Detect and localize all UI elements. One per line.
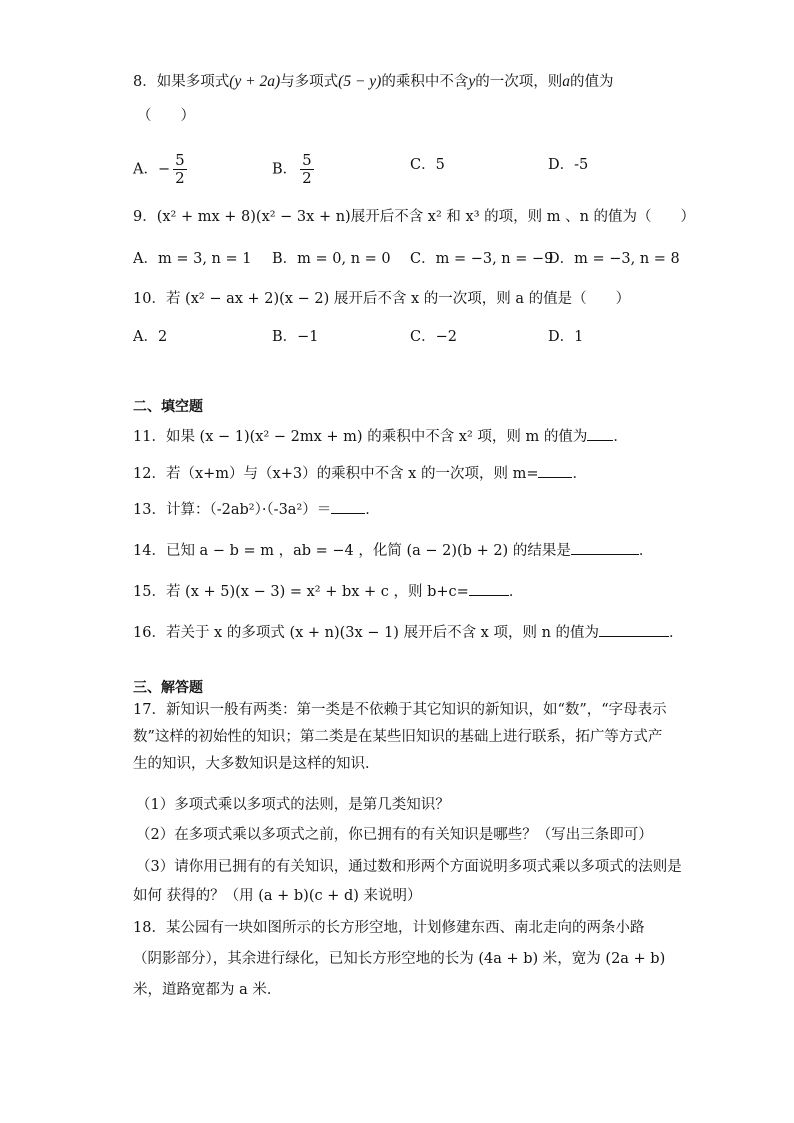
q8-option-b-numerator: 5 [302,151,312,169]
q9-option-c: C．m = −3, n = −9 [410,251,554,267]
question-9-stem: 9．(x² + mx + 8)(x² − 3x + n)展开后不含 x² 和 x³ 的项，则 m 、n 的值为（ ） [133,209,696,225]
q15-period: ． [508,584,524,600]
question-14 [133,540,653,561]
question-12 [133,463,587,484]
question-18-paragraph: 18．某公园有一块如图所示的长方形空地，计划修建东西、南北走向的两条小路（阴影部分），其余进行绿化，已知长方形空地的长为 (4a + b) 米，宽为 (2a + b) 米，道路宽都为 a 米． [133,920,666,998]
q8-option-a [133,152,187,187]
q8-expr-1: (y + 2a) [229,73,281,90]
q8-text-4: 的一次项，则 [475,74,563,90]
q11-period: ． [613,429,628,445]
q8-option-a-sign: − [157,161,171,178]
question-8-stem [133,72,613,92]
q8-option-a-label: A． [133,161,158,178]
q10-option-d: D．1 [548,329,584,345]
question-10-stem: 10．若 (x² − ax + 2)(x − 2) 展开后不含 x 的一次项，则 a 的值是（ ） [133,291,631,307]
question-13 [133,499,380,520]
question-15 [133,581,523,602]
q14-text: 14．已知 a − b = m ，ab = −4 ，化简 (a − 2)(b + 2) 的结果是 [133,543,571,559]
question-11 [133,426,628,447]
q8-var-y: y [468,73,476,90]
q8-text-2: 与多项式 [280,74,339,90]
q13-text: 13．计算：（-2ab²）·（-3a²）＝ [133,502,332,518]
q16-text: 16．若关于 x 的多项式 (x + n)(3x − 1) 展开后不含 x 项，则 n 的值为 [133,625,600,641]
q10-option-c: C．−2 [410,329,457,345]
q8-text-5: 的值为 [569,74,614,90]
q14-period: ． [638,543,654,559]
q14-answer-blank[interactable] [571,540,639,555]
question-17-part-1: （1）多项式乘以多项式的法则，是第几类知识？ [136,797,450,813]
section-2-heading: 二、填空题 [133,399,203,415]
q8-expr-2: (5 − y) [338,73,382,90]
q9-option-b: B．m = 0, n = 0 [272,251,391,267]
q12-answer-blank[interactable] [538,463,572,478]
question-16 [133,622,684,643]
q15-text: 15．若 (x + 5)(x − 3) = x² + bx + c ，则 b+c= [133,584,469,600]
q10-option-a: A．2 [133,329,168,345]
q13-answer-blank[interactable] [331,499,365,514]
q8-option-d: D．-5 [548,157,589,173]
question-17-part-3-line-1: （3）请你用已拥有的有关知识，通过数和形两个方面说明多项式乘以多项式的法则是 [136,859,682,875]
q8-option-b-fraction [300,152,314,187]
q8-option-b-denominator: 2 [302,169,312,187]
q12-period: ． [572,466,587,482]
q13-period: ． [365,502,380,518]
q8-option-c: C．5 [410,157,445,173]
question-17-part-2: （2）在多项式乘以多项式之前，你已拥有的有关知识是哪些？（写出三条即可） [136,827,653,843]
q15-answer-blank[interactable] [469,581,509,596]
q8-option-a-denominator: 2 [175,169,185,187]
q8-option-a-numerator: 5 [175,151,185,169]
q11-text: 11．如果 (x − 1)(x² − 2mx + m) 的乘积中不含 x² 项，则 m 的值为 [133,429,588,445]
q12-text: 12．若（x+m）与（x+3）的乘积中不含 x 的一次项，则 m= [133,466,539,482]
question-17-part-3-line-2: 如何 获得的？（用 (a + b)(c + d) 来说明） [133,888,422,904]
q9-option-d: D．m = −3, n = 8 [548,251,680,267]
q8-option-a-fraction [173,152,187,187]
q8-option-b-label: B． [272,161,298,178]
q9-option-a: A．m = 3, n = 1 [133,251,252,267]
q11-answer-blank[interactable] [587,426,613,441]
q8-text-1: 8．如果多项式 [133,74,230,90]
q16-period: ． [669,625,684,641]
section-3-heading: 三、解答题 [133,680,203,696]
q8-text-3: 的乘积中不含 [381,74,469,90]
q10-option-b: B．−1 [272,329,319,345]
question-17-paragraph: 17．新知识一般有两类：第一类是不依赖于其它知识的新知识，如“数”，“字母表示数”这样的初始性的知识；第二类是在某些旧知识的基础上进行联系，拓广等方式产生的知识，大多数知识是这样的知识． [133,702,667,772]
question-8-answer-paren: （ ） [137,108,195,124]
q8-option-b [272,152,314,187]
q8-var-a: a [562,73,570,90]
q16-answer-blank[interactable] [599,622,669,637]
